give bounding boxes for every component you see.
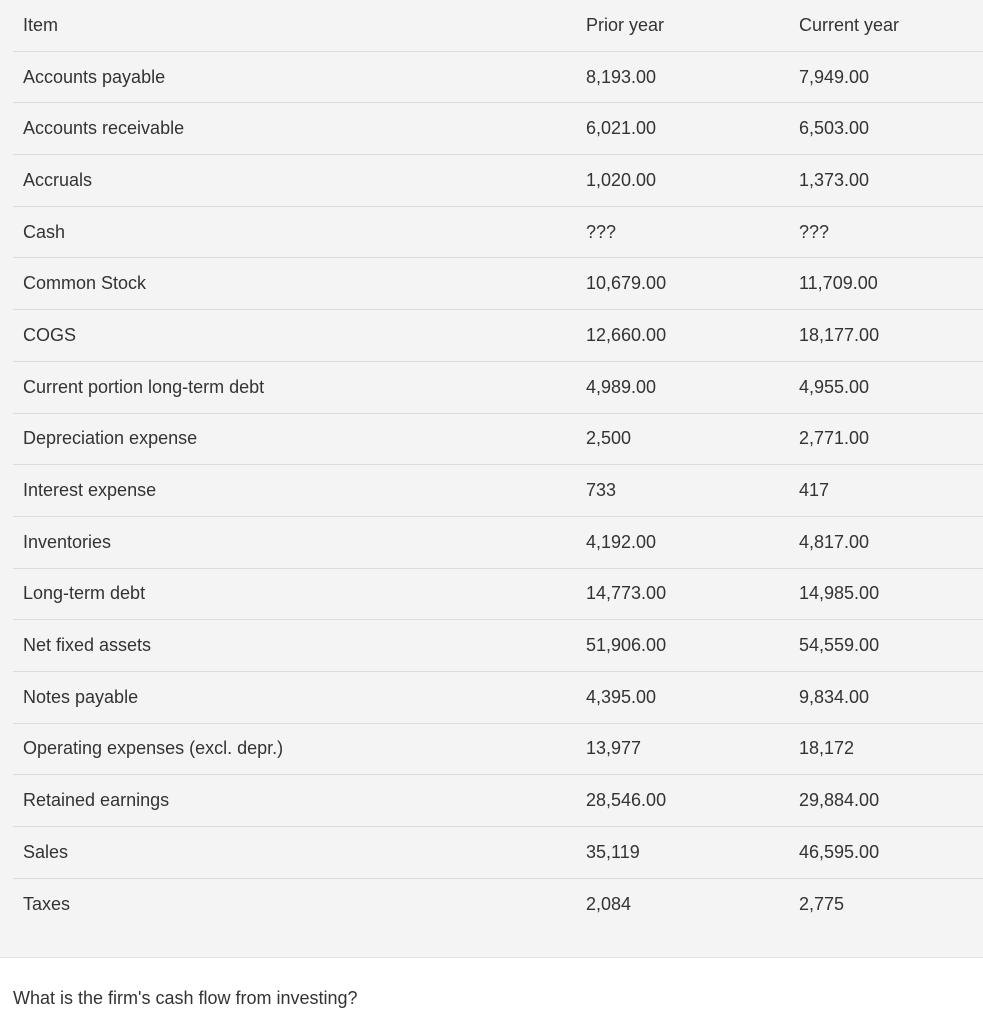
section-divider <box>0 957 983 958</box>
cell-item: Retained earnings <box>23 790 170 811</box>
cell-current-year: 18,172 <box>799 738 855 759</box>
cell-current-year: 7,949.00 <box>799 66 870 87</box>
header-prior-year: Prior year <box>586 14 665 35</box>
table-row <box>13 672 983 724</box>
header-item: Item <box>23 14 59 35</box>
table-header-row <box>13 0 983 52</box>
financial-data-table <box>13 0 983 930</box>
cell-current-year: 14,985.00 <box>799 583 880 604</box>
cell-current-year: 18,177.00 <box>799 324 880 345</box>
table-row <box>13 724 983 776</box>
cell-item: Cash <box>23 221 66 242</box>
cell-prior-year: ??? <box>586 221 617 242</box>
cell-prior-year: 13,977 <box>586 738 642 759</box>
cell-prior-year: 35,119 <box>586 841 640 862</box>
cell-current-year: ??? <box>799 221 830 242</box>
cell-prior-year: 14,773.00 <box>586 583 667 604</box>
table-row <box>13 258 983 310</box>
table-row <box>13 155 983 207</box>
cell-prior-year: 28,546.00 <box>586 790 667 811</box>
table-row <box>13 414 983 466</box>
table-row <box>13 879 983 931</box>
cell-current-year: 11,709.00 <box>799 273 878 294</box>
table-row <box>13 775 983 827</box>
cell-item: Accounts receivable <box>23 118 185 139</box>
table-row <box>13 310 983 362</box>
cell-item: Operating expenses (excl. depr.) <box>23 738 284 759</box>
cell-item: Net fixed assets <box>23 635 152 656</box>
cell-current-year: 1,373.00 <box>799 169 870 190</box>
cell-item: Accounts payable <box>23 66 166 87</box>
table-body <box>13 52 983 931</box>
cell-prior-year: 733 <box>586 480 617 501</box>
cell-prior-year: 2,084 <box>586 894 632 915</box>
table-row <box>13 207 983 259</box>
table-row <box>13 52 983 104</box>
cell-prior-year: 6,021.00 <box>586 118 657 139</box>
cell-current-year: 2,771.00 <box>799 428 870 449</box>
cell-prior-year: 1,020.00 <box>586 169 657 190</box>
cell-prior-year: 10,679.00 <box>586 273 667 294</box>
cell-current-year: 9,834.00 <box>799 686 870 707</box>
table-row <box>13 103 983 155</box>
cell-current-year: 417 <box>799 480 830 501</box>
cell-item: Accruals <box>23 169 93 190</box>
cell-item: Common Stock <box>23 273 147 294</box>
cell-prior-year: 2,500 <box>586 428 632 449</box>
cell-item: Depreciation expense <box>23 428 198 449</box>
cell-item: Taxes <box>23 894 71 915</box>
table-row <box>13 517 983 569</box>
cell-prior-year: 51,906.00 <box>586 635 667 656</box>
cell-prior-year: 4,395.00 <box>586 686 657 707</box>
cell-current-year: 4,955.00 <box>799 376 870 397</box>
table-row <box>13 827 983 879</box>
cell-current-year: 54,559.00 <box>799 635 880 656</box>
cell-item: Current portion long-term debt <box>23 376 265 397</box>
cell-prior-year: 4,192.00 <box>586 531 657 552</box>
table-row <box>13 465 983 517</box>
table-row <box>13 620 983 672</box>
cell-item: COGS <box>23 324 77 345</box>
cell-current-year: 6,503.00 <box>799 118 870 139</box>
cell-current-year: 2,775 <box>799 894 845 915</box>
cell-prior-year: 12,660.00 <box>586 324 667 345</box>
cell-current-year: 46,595.00 <box>799 841 880 862</box>
cell-prior-year: 8,193.00 <box>586 66 657 87</box>
cell-current-year: 4,817.00 <box>799 531 870 552</box>
cell-item: Inventories <box>23 531 112 552</box>
cell-item: Long-term debt <box>23 583 146 604</box>
question-text: What is the firm's cash flow from investing? <box>13 988 358 1008</box>
cell-item: Notes payable <box>23 686 139 707</box>
cell-prior-year: 4,989.00 <box>586 376 657 397</box>
cell-item: Sales <box>23 841 69 862</box>
table-row <box>13 362 983 414</box>
cell-current-year: 29,884.00 <box>799 790 880 811</box>
cell-item: Interest expense <box>23 480 157 501</box>
header-current-year: Current year <box>799 14 900 35</box>
table-row <box>13 569 983 621</box>
